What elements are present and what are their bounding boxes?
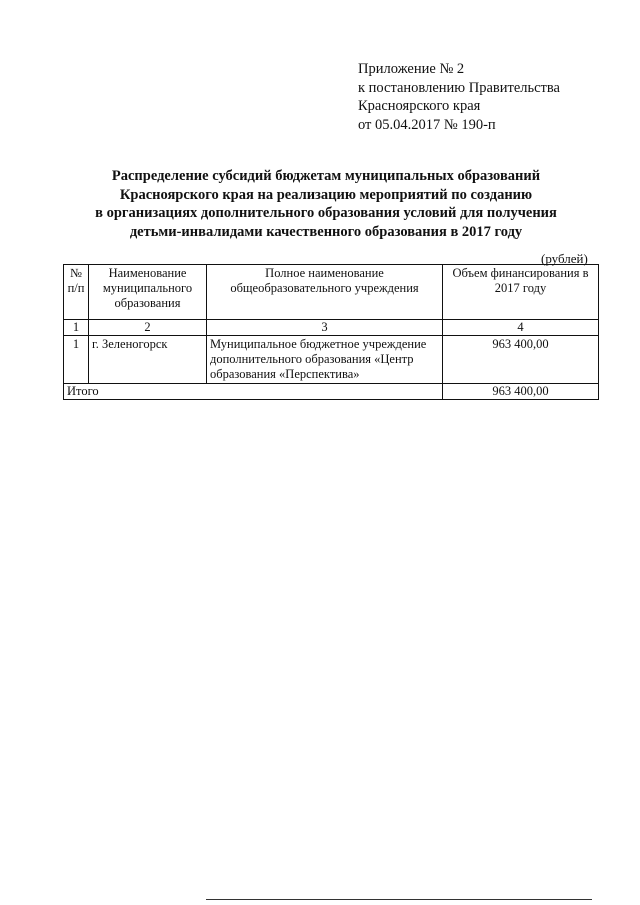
appendix-line-4: от 05.04.2017 № 190-п [358,116,496,133]
title-line-3: в организациях дополнительного образования условий для получения [95,205,557,221]
title-line-1: Распределение субсидий бюджетам муниципальных образований [111,168,541,184]
column-number-row [64,320,599,336]
subsidy-table [63,264,599,400]
column-number: 3 [207,320,443,336]
header-amount: Объем финансирования в 2017 году [443,265,599,320]
document-title [60,167,592,241]
title-line-4: детьми-инвалидами качественного образования в 2017 году [129,223,523,240]
table-header-row [64,265,599,320]
total-row [64,384,599,400]
row-amount: 963 400,00 [443,336,599,384]
appendix-line-3: Красноярского края [358,98,481,114]
total-label: Итого [64,384,443,400]
header-num: № п/п [64,265,89,320]
appendix-line-1: Приложение № 2 [358,61,465,77]
header-municipality: Наименование муниципального образования [89,265,207,320]
column-number: 4 [443,320,599,336]
title-line-2: Красноярского края на реализацию мероприятий по созданию [119,186,533,203]
table-row [64,336,599,384]
appendix-header [358,60,560,134]
currency-unit-label: (рублей) [541,251,588,266]
header-institution: Полное наименование общеобразовательного учреждения [207,265,443,320]
row-num: 1 [64,336,89,384]
row-institution: Муниципальное бюджетное учреждение дополнительного образования «Центр образования «Перспектива» [207,336,443,384]
row-municipality: г. Зеленогорск [89,336,207,384]
column-number: 1 [64,320,89,336]
total-amount: 963 400,00 [443,384,599,400]
page-bottom-line [206,899,592,900]
appendix-line-2: к постановлению Правительства [358,79,560,96]
column-number: 2 [89,320,207,336]
